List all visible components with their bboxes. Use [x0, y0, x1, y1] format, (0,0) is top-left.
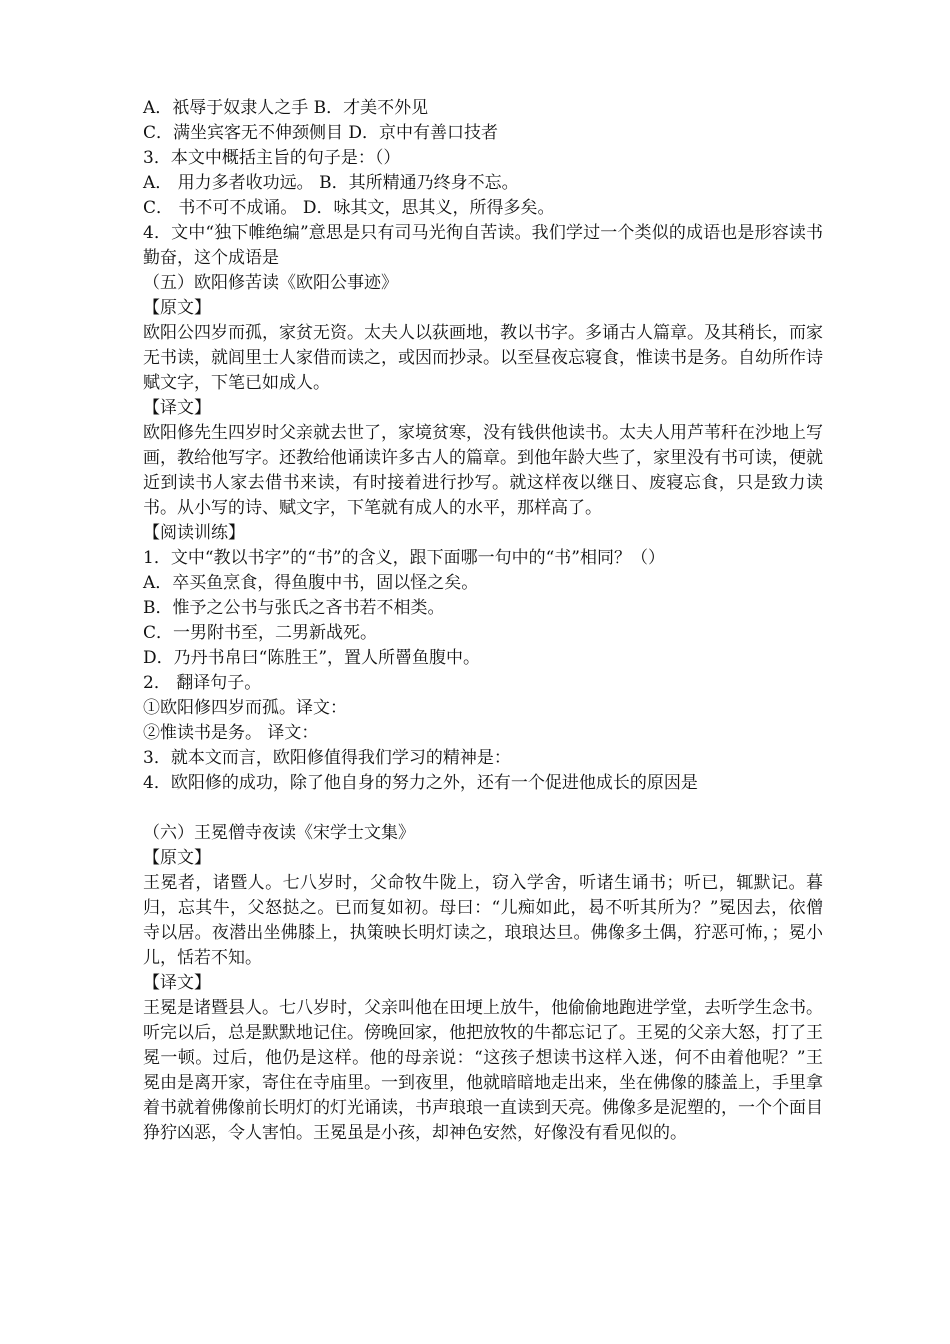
- document-body: [143, 96, 823, 1146]
- section-5-original-label: 【原文】: [143, 298, 211, 318]
- exercise-line: 4．欧阳修的成功，除了他自身的努力之外，还有一个促进他成长的原因是: [143, 773, 698, 793]
- exercise-line: C．一男附书至，二男新战死。: [143, 623, 378, 643]
- option-line: C． 书不可不成诵。 D．咏其文，思其义，所得多矣。: [143, 198, 555, 218]
- option-line: C．满坐宾客无不伸颈侧目 D．京中有善口技者: [143, 123, 499, 143]
- option-line: A．祇辱于奴隶人之手 B．才美不外见: [143, 98, 429, 118]
- exercise-line: ②惟读书是务。 译文：: [143, 723, 319, 743]
- exercise-line: 1．文中“教以书字”的“书”的含义，跟下面哪一句中的“书”相同？（）: [143, 548, 665, 568]
- section-6-original-text: 王冕者，诸暨人。七八岁时，父命牧牛陇上，窃入学舍，听诸生诵书；听已，辄默记。暮归，忘其牛，父怒挞之。已而复如初。母曰：“儿痴如此，曷不听其所为？”冕因去，依僧寺以居。夜潜出坐佛膝上，执策映长明灯读之，琅琅达旦。佛像多土偶，狞恶可怖，；冕小儿，恬若不知。: [143, 873, 823, 968]
- question-4: 4．文中“独下帷绝编”意思是只有司马光徇自苦读。我们学过一个类似的成语也是形容读书勤奋，这个成语是: [143, 223, 823, 268]
- section-5-original-text: 欧阳公四岁而孤，家贫无资。太夫人以荻画地，教以书字。多诵古人篇章。及其稍长，而家无书读，就闾里士人家借而读之，或因而抄录。以至昼夜忘寝食，惟读书是务。自幼所作诗赋文字，下笔已如成人。: [143, 323, 823, 393]
- exercise-line: ①欧阳修四岁而孤。译文：: [143, 698, 347, 718]
- spacer: [143, 796, 823, 821]
- section-6-title: （六）王冕僧寺夜读《宋学士文集》: [143, 823, 415, 843]
- question-3: 3．本文中概括主旨的句子是：（）: [143, 148, 401, 168]
- exercise-line: 3．就本文而言，欧阳修值得我们学习的精神是：: [143, 748, 511, 768]
- section-5-exercise-label: 【阅读训练】: [143, 523, 245, 543]
- section-5-title: （五）欧阳修苦读《欧阳公事迹》: [143, 273, 398, 293]
- exercise-line: 2． 翻译句子。: [143, 673, 262, 693]
- exercise-line: D．乃丹书帛曰“陈胜王”，置人所罾鱼腹中。: [143, 648, 481, 668]
- section-5-translation-label: 【译文】: [143, 398, 211, 418]
- exercise-line: A．卒买鱼烹食，得鱼腹中书，固以怪之矣。: [143, 573, 479, 593]
- exercise-line: B．惟予之公书与张氏之吝书若不相类。: [143, 598, 445, 618]
- section-6-translation-label: 【译文】: [143, 973, 211, 993]
- section-5-translation-text: 欧阳修先生四岁时父亲就去世了，家境贫寒，没有钱供他读书。太夫人用芦苇秆在沙地上写画，教给他写字。还教给他诵读许多古人的篇章。到他年龄大些了，家里没有书可读，便就近到读书人家去借书来读，有时接着进行抄写。就这样夜以继日、废寝忘食，只是致力读书。从小写的诗、赋文字，下笔就有成人的水平，那样高了。: [143, 423, 823, 518]
- section-6-translation-text: 王冕是诸暨县人。七八岁时，父亲叫他在田埂上放牛，他偷偷地跑进学堂，去听学生念书。听完以后，总是默默地记住。傍晚回家，他把放牧的牛都忘记了。王冕的父亲大怒，打了王冕一顿。过后，他仍是这样。他的母亲说：“这孩子想读书这样入迷，何不由着他呢？”王冕由是离开家，寄住在寺庙里。一到夜里，他就暗暗地走出来，坐在佛像的膝盖上，手里拿着书就着佛像前长明灯的灯光诵读，书声琅琅一直读到天亮。佛像多是泥塑的，一个个面目狰狞凶恶，令人害怕。王冕虽是小孩，却神色安然，好像没有看见似的。: [143, 998, 823, 1143]
- section-6-original-label: 【原文】: [143, 848, 211, 868]
- option-line: A． 用力多者收功远。 B．其所精通乃终身不忘。: [143, 173, 519, 193]
